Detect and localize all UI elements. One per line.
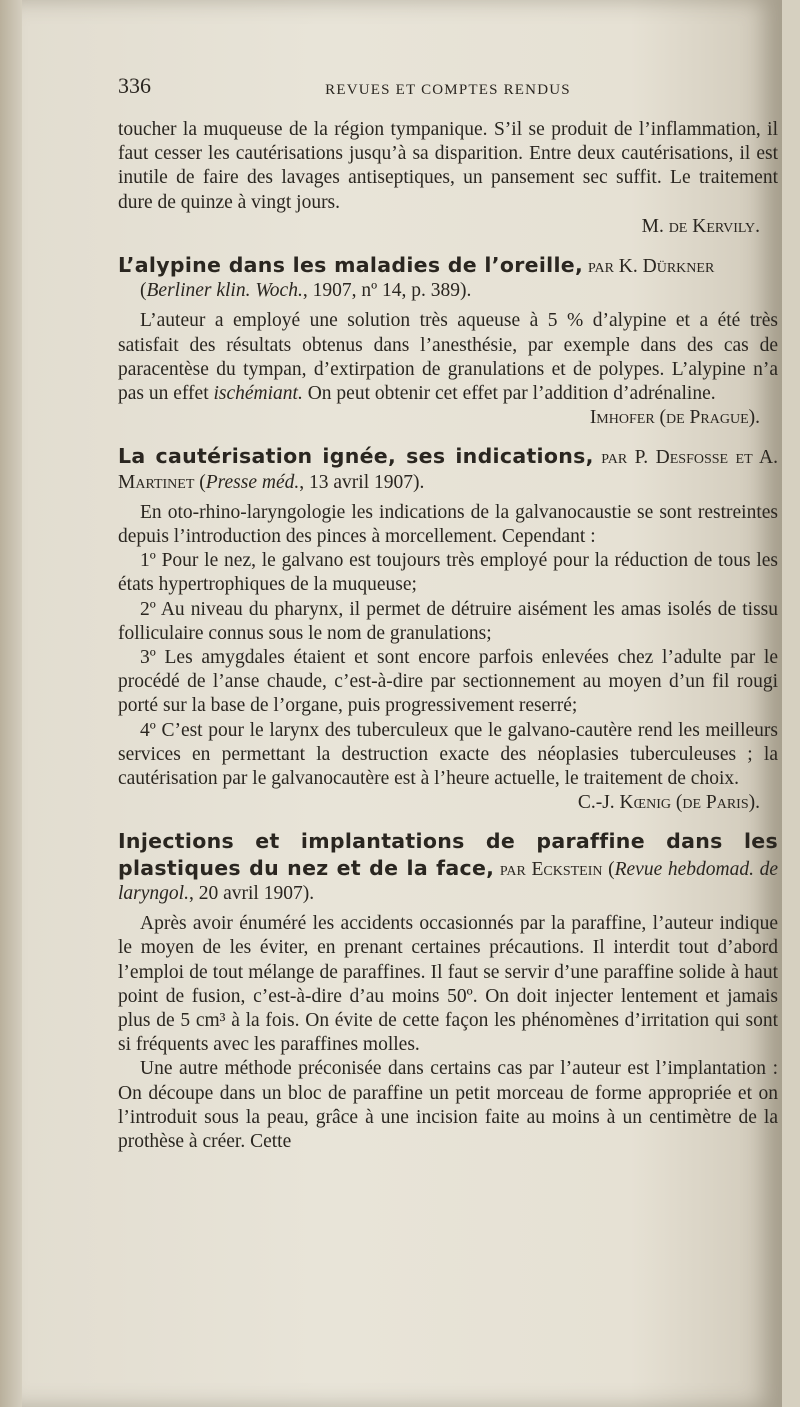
article-title: L’alypine dans les maladies de l’oreille, [118,253,584,278]
running-title: REVUES ET COMPTES RENDUS [325,82,571,98]
article-title: Injections et implantations de paraffine dans les plastiques du nez et de la face, [118,829,778,880]
book-binding-shadow [0,0,22,1407]
signature-text: C.-J. Kœnig (de Paris). [577,792,760,814]
signature-text: Imhofer (de Prague). [589,407,760,429]
article-signature [118,791,778,815]
paragraph-text: On peut obtenir cet effet par l’addition d’adrénaline. [302,383,716,405]
page-content [118,74,778,1154]
article-paragraph: En oto-rhino-laryngologie les indications de la galvanocaustie se sont restreintes depuis l’introduction des pinces à morcellement. Cependant : [118,501,778,548]
book-page [22,0,782,1407]
article-byline: par Eckstein ( [494,858,615,880]
source-journal: Presse méd. [205,471,300,493]
running-head [118,74,778,104]
source-journal: Berliner klin. Woch. [146,280,303,302]
signature-text: M. de Kervily. [641,215,760,237]
article-paragraph [118,309,778,406]
article-paragraph: 1º Pour le nez, le galvano est toujours très employé pour la réduction de tous les états hypertrophiques de la muqueuse; [118,550,778,596]
article-source [118,279,778,303]
article-byline: par K. Dürkner [583,256,715,278]
paragraph-emphasis: ischémiant. [213,383,303,405]
page-number: 336 [118,73,151,98]
article-heading-paraffine [118,829,778,906]
article-heading-alypine [118,253,778,303]
source-open: ( [140,280,147,302]
source-details: , 1907, nº 14, p. 389). [302,280,472,302]
article-byline: par P. Desfosse et A. Martinet ( [118,447,778,493]
paragraph-text: L’auteur a employé une solution très aqueuse à 5 % d’alypine et a été très satisfait des résultats obtenus dans l’anesthésie, par exemple dans des cas de paracentèse du tympan, d’extirpation de granulations et de polypes. L’alypine n’a pas un effet [118,310,778,405]
source-details: , 20 avril 1907). [188,882,315,904]
intro-signature [118,215,778,239]
article-title: La cautérisation ignée, ses indications, [118,444,594,469]
article-paragraph: 2º Au niveau du pharynx, il permet de détruire aisément les amas isolés de tissu folliculaire connus sous le nom de granulations; [118,598,778,644]
article-signature [118,406,778,430]
source-journal: Revue hebdomad. de laryngol. [118,858,778,904]
article-paragraph: Après avoir énuméré les accidents occasionnés par la paraffine, l’auteur indique le moyen de les éviter, en prenant certaines précautions. Il interdit tout d’abord l’emploi de tout mélange de paraffines. Il faut se servir d’une paraffine solide à haut point de fusion, c’est-à-dire d’au moins 50º. On doit injecter lentement et jamais plus de 5 cm³ à la fois. On évite de cette façon les phénomènes d’irritation qui sont si fréquents avec les paraffines molles. [118,913,778,1056]
article-paragraph: 3º Les amygdales étaient et sont encore parfois enlevées chez l’adulte par le procédé de l’anse chaude, c’est-à-dire par sectionnement au moyen d’un fil rougi porté sur la base de l’organe, puis progressivement reserré; [118,647,778,717]
article-paragraph: Une autre méthode préconisée dans certains cas par l’auteur est l’implantation : On découpe dans un bloc de paraffine un petit morceau de forme appropriée et on l’introduit sous la peau, grâce à une incision faite au moins à un centimètre de la prothèse à créer. Cette [118,1058,778,1152]
source-details: , 13 avril 1907). [299,471,425,493]
article-heading-cauterisation [118,444,778,494]
article-paragraph: 4º C’est pour le larynx des tuberculeux que le galvano-cautère rend les meilleurs services en permettant la destruction exacte des néoplasies tuberculeuses ; la cautérisation par le galvanocautère est à l’heure actuelle, le traitement de choix. [118,719,778,790]
intro-paragraph: toucher la muqueuse de la région tympanique. S’il se produit de l’inflammation, il faut cesser les cautérisations jusqu’à sa disparition. Entre deux cautérisations, il est inutile de faire des lavages antiseptiques, un pansement sec suffit. Le traitement dure de quinze à vingt jours. [118,119,778,213]
